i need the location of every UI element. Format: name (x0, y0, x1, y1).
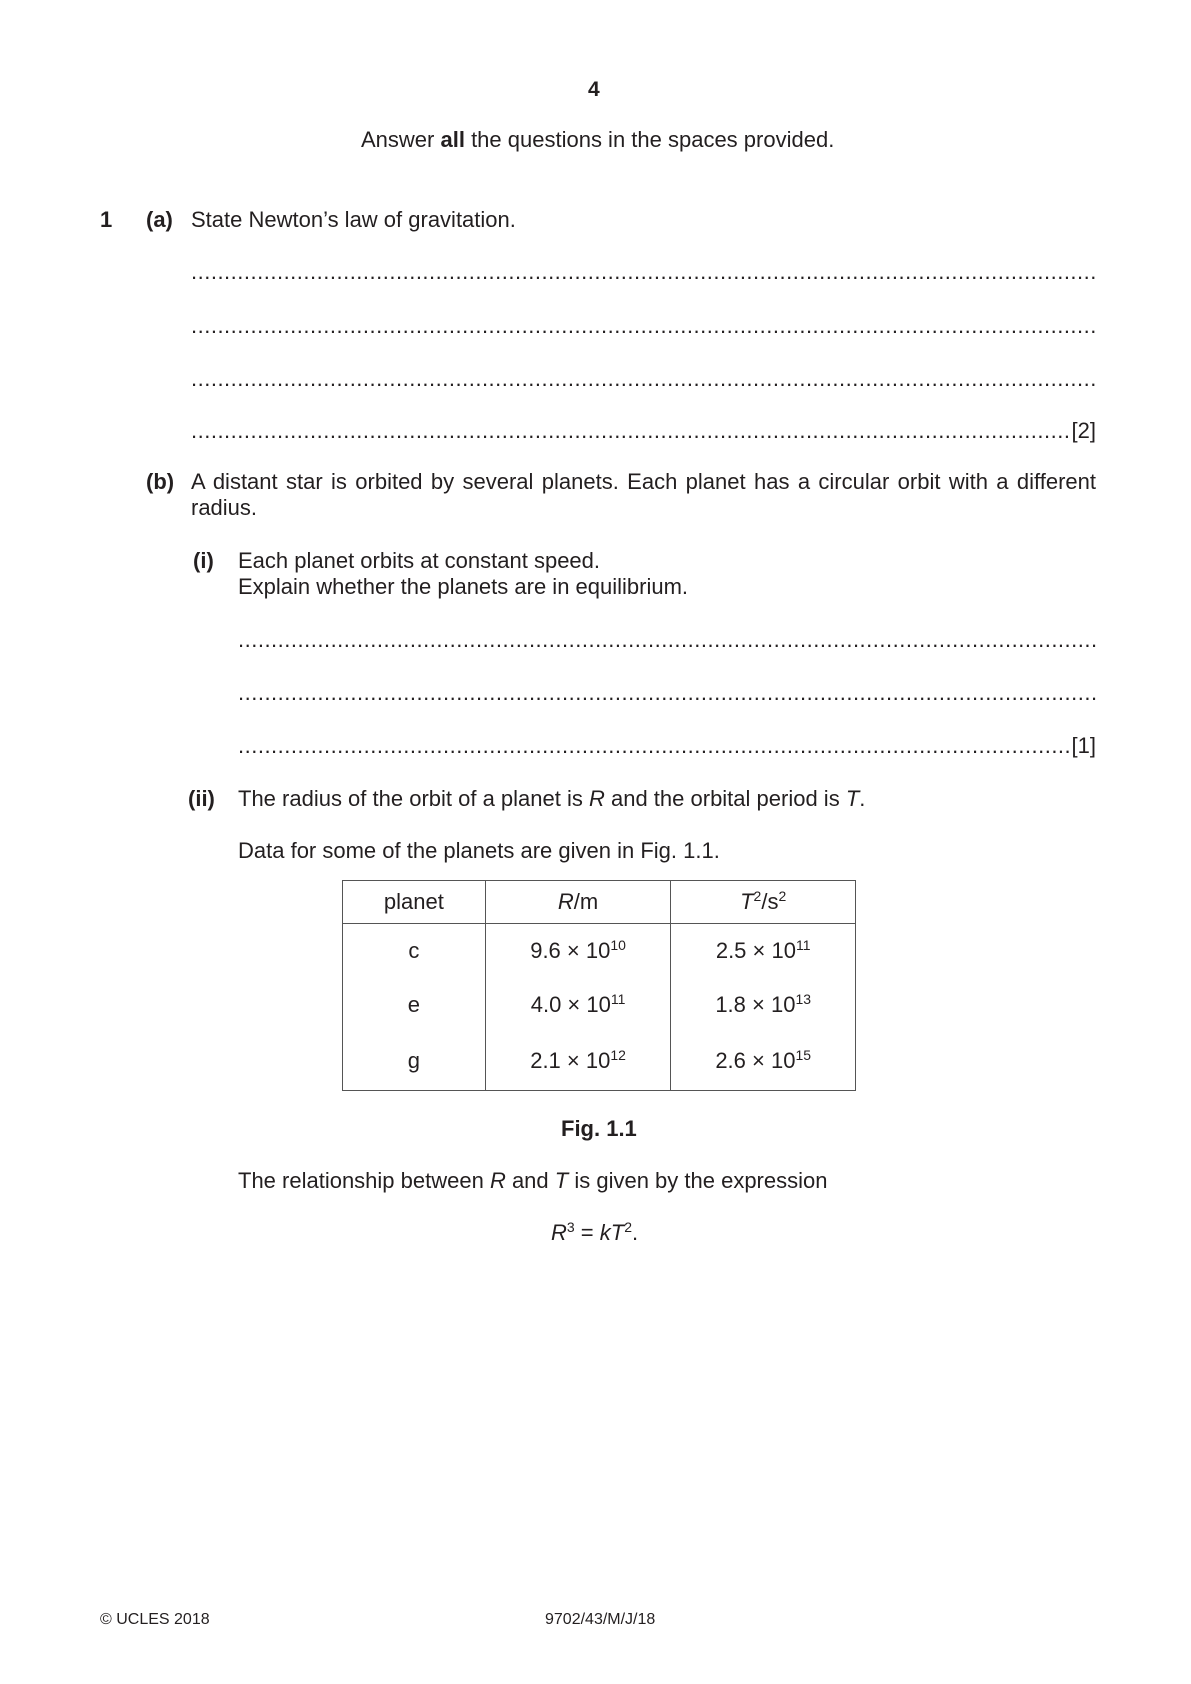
cell-planet: c (343, 924, 486, 979)
mantissa: 1.8 × 10 (715, 992, 796, 1017)
figure-caption: Fig. 1.1 (561, 1116, 637, 1141)
column-header-period-squared (671, 881, 856, 924)
cell-radius (485, 924, 671, 979)
answer-line-bi-1[interactable] (238, 627, 1096, 651)
exponent: 2 (753, 888, 762, 904)
mantissa: 2.6 × 10 (715, 1048, 796, 1073)
cell-radius (485, 1032, 671, 1091)
answer-line-bi-2[interactable] (238, 680, 1096, 704)
part-bii-label: (ii) (188, 786, 215, 811)
planet-data-table (342, 880, 856, 1091)
symbol-R: R (489, 1168, 506, 1193)
symbol-T: T (610, 1220, 625, 1245)
exponent: 11 (610, 991, 626, 1007)
exponent: 15 (795, 1047, 812, 1063)
answer-line-a-3[interactable] (191, 366, 1096, 390)
part-b-text-line2: radius. (191, 495, 258, 520)
cell-period-squared (671, 1032, 856, 1091)
exponent: 2 (778, 888, 787, 904)
text: The relationship between (238, 1168, 490, 1193)
dotted-line (238, 629, 1096, 651)
unit: /m (573, 889, 599, 914)
part-bi-label: (i) (193, 548, 214, 573)
answer-line-a-2[interactable] (191, 313, 1096, 337)
symbol-T: T (845, 786, 860, 811)
table-row (343, 1032, 856, 1091)
column-header-planet: planet (343, 881, 486, 924)
dotted-line (191, 315, 1096, 337)
part-bi-line1: Each planet orbits at constant speed. (238, 548, 601, 573)
exponent: 12 (610, 1047, 626, 1063)
part-b-label: (b) (146, 469, 175, 494)
period: . (632, 1220, 639, 1245)
page-number: 4 (588, 78, 600, 101)
symbol-R: R (557, 889, 574, 914)
footer-paper-code: 9702/43/M/J/18 (545, 1611, 656, 1628)
answer-line-bi-3[interactable] (238, 733, 1096, 757)
instruction-text-end: the questions in the spaces provided. (464, 127, 835, 152)
text: and (505, 1168, 555, 1193)
data-intro: Data for some of the planets are given in Fig. 1.1. (238, 838, 720, 863)
text: and the orbital period is (604, 786, 846, 811)
table-row (343, 978, 856, 1032)
symbol-R: R (551, 1220, 567, 1245)
mantissa: 2.1 × 10 (530, 1048, 611, 1073)
cell-planet: e (343, 978, 486, 1032)
cell-radius (485, 978, 671, 1032)
cell-planet: g (343, 1032, 486, 1091)
text: is given by the expression (568, 1168, 828, 1193)
symbol-R: R (588, 786, 605, 811)
part-bi-line2: Explain whether the planets are in equilibrium. (238, 574, 689, 599)
dotted-line (191, 261, 1096, 283)
instruction (361, 129, 834, 151)
unit: /s (761, 889, 779, 914)
symbol-T: T (554, 1168, 569, 1193)
answer-line-a-4[interactable] (191, 418, 1096, 442)
marks-bi: [1] (1071, 733, 1096, 758)
exponent: 13 (795, 991, 812, 1007)
dotted-line (191, 368, 1096, 390)
marks-a: [2] (1071, 418, 1096, 443)
table-header-row (343, 881, 856, 924)
dotted-line (191, 420, 1072, 442)
mantissa: 4.0 × 10 (530, 992, 611, 1017)
table-row (343, 924, 856, 979)
mantissa: 2.5 × 10 (715, 938, 796, 963)
part-bii-text (238, 788, 865, 810)
part-a-label: (a) (146, 207, 173, 232)
exponent: 2 (624, 1219, 633, 1235)
footer-copyright: © UCLES 2018 (100, 1611, 210, 1628)
column-header-radius (485, 881, 671, 924)
question-number: 1 (100, 207, 113, 232)
symbol-k: k (599, 1220, 611, 1245)
equals-sign: = (574, 1220, 600, 1245)
text: The radius of the orbit of a planet is (238, 786, 589, 811)
instruction-text-start: Answer (361, 127, 441, 152)
mantissa: 9.6 × 10 (530, 938, 611, 963)
exponent: 11 (795, 937, 811, 953)
cell-period-squared (671, 978, 856, 1032)
text: . (859, 786, 866, 811)
cell-period-squared (671, 924, 856, 979)
relationship-text (238, 1170, 827, 1192)
dotted-line (238, 682, 1096, 704)
equation (551, 1219, 639, 1245)
answer-line-a-1[interactable] (191, 259, 1096, 283)
dotted-line (238, 735, 1072, 757)
exponent: 3 (566, 1219, 575, 1235)
part-a-text: State Newton’s law of gravitation. (191, 207, 516, 232)
exponent: 10 (610, 937, 626, 953)
instruction-emphasis: all (440, 127, 465, 152)
part-b-text-line1: A distant star is orbited by several planets. Each planet has a circular orbit with a different (191, 469, 1096, 494)
symbol-T: T (740, 889, 754, 914)
